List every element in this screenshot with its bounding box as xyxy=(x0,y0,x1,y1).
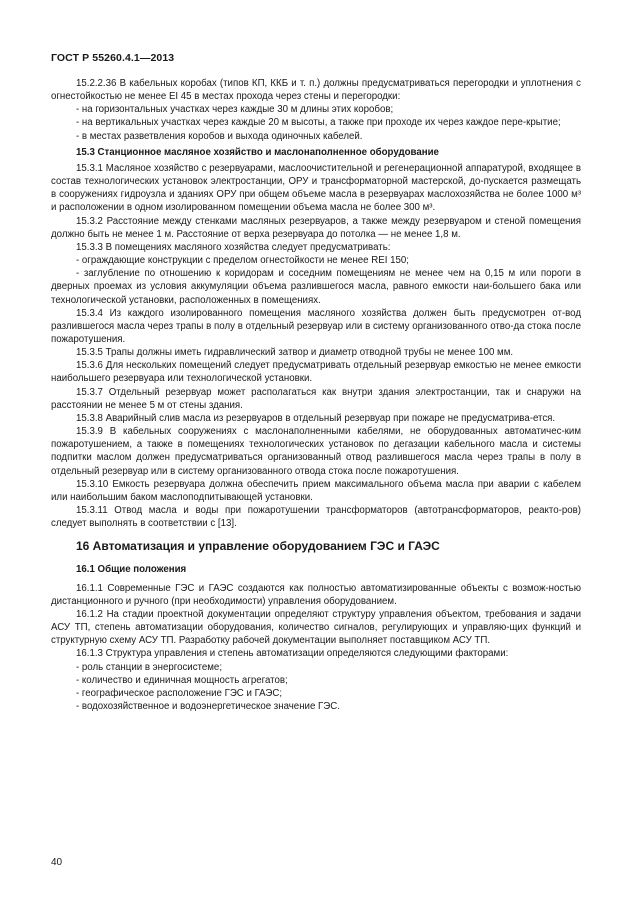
list-item: - географическое расположение ГЭС и ГАЭС; xyxy=(76,687,283,699)
list-item: - количество и единичная мощность агрегатов; xyxy=(76,674,288,686)
paragraph: 15.3.3 В помещениях масляного хозяйства следует предусматривать: xyxy=(76,241,391,253)
paragraph: 15.3.9 В кабельных сооружениях с маслонаполненными кабелями, не оборудованных автоматичес-ким пожаротушением, а также в помещениях технологических установок по дегазации кабельного масла и системы подпитки маслом должен предусматриваться организованный отвод разлившегося масла через трапы в полу в отдельный резервуар или в систему организованного отвода стока после пожаротушения. xyxy=(51,426,581,477)
page-number: 40 xyxy=(51,857,63,868)
list-item: - на вертикальных участках через каждые 20 м высоты, а также при проходе их через каждое пере-крытие; xyxy=(76,117,561,129)
paragraph: 16.1.1 Современные ГЭС и ГАЭС создаются как полностью автоматизированные объекты с возмож-ностью дистанционного и ручного (при необходимости) управления оборудованием. xyxy=(51,582,581,607)
paragraph: 15.3.5 Трапы должны иметь гидравлический затвор и диаметр отводной трубы не менее 100 мм. xyxy=(76,347,514,359)
subsection-heading: 15.3 Станционное масляное хозяйство и маслонаполненное оборудование xyxy=(76,146,439,158)
paragraph: 15.3.8 Аварийный слив масла из резервуаров в отдельный резервуар при пожаре не предусматрива-ется. xyxy=(76,412,556,424)
list-item: - заглубление по отношению к коридорам и соседним помещениям не менее чем на 0,15 м или пороги в дверных проемах из условия аккумуляции объема разлившегося масла, равного емкости наи-большего бака или технологической установки, расположенных в помещениях. xyxy=(51,268,581,306)
document-body xyxy=(51,77,581,713)
paragraph: 16.1.3 Структура управления и степень автоматизации определяются следующими факторами: xyxy=(76,648,509,660)
paragraph: 15.2.2.36 В кабельных коробах (типов КП, ККБ и т. п.) должны предусматриваться перегородки и уплотнения с огнестойкостью не менее EI 45 в местах прохода через стены и перегородки: xyxy=(51,78,581,103)
list-item: - в местах разветвления коробов и выхода одиночных кабелей. xyxy=(76,130,363,142)
list-item: - роль станции в энергосистеме; xyxy=(76,661,223,673)
subsection-heading: 16.1 Общие положения xyxy=(76,564,187,576)
document-header: ГОСТ Р 55260.4.1—2013 xyxy=(51,52,175,64)
paragraph: 15.3.2 Расстояние между стенками масляных резервуаров, а также между резервуаром и стеной помещения должно быть не менее 1 м. Расстояние от верха резервуара до потолка — не менее 1,8 м. xyxy=(51,215,581,240)
paragraph: 15.3.1 Масляное хозяйство с резервуарами, маслоочистительной и регенерационной аппаратурой, входящее в состав технологических установок электростанции, ОРУ и трансформаторной мастерской, до-пускается размещать в сооружениях гидроузла и зданиях ОРУ при общем объеме масла в резервуарах маслохозяйства не более 1000 м³ и расположении в одном изолированном помещении объема масла не более 300 м³. xyxy=(51,162,581,214)
paragraph: 15.3.7 Отдельный резервуар может располагаться как внутри здания электростанции, так и снаружи на расстоянии не менее 5 м от стены здания. xyxy=(51,386,581,411)
list-item: - водохозяйственное и водоэнергетическое значение ГЭС. xyxy=(76,701,340,713)
paragraph: 15.3.11 Отвод масла и воды при пожаротушении трансформаторов (автотрансформаторов, реакто-ров) следует выполнять в соответствии с [13]. xyxy=(51,505,581,530)
list-item: - на горизонтальных участках через каждые 30 м длины этих коробов; xyxy=(76,104,394,116)
paragraph: 15.3.6 Для нескольких помещений следует предусматривать отдельный резервуар емкостью не менее емкости наибольшего резервуара или технологической установки. xyxy=(51,360,581,385)
paragraph: 15.3.4 Из каждого изолированного помещения масляного хозяйства должен быть предусмотрен от-вод разлившегося масла через трапы в полу в отдельный резервуар или в систему организованного отво-да стока после пожаротушения. xyxy=(51,307,581,345)
list-item: - ограждающие конструкции с пределом огнестойкости не менее REI 150; xyxy=(76,255,409,267)
paragraph: 15.3.10 Емкость резервуара должна обеспечить прием максимального объема масла при аварии с кабелем или наибольшим баком маслоподпитывающей установки. xyxy=(51,478,581,503)
paragraph: 16.1.2 На стадии проектной документации определяют структуру управления объектом, требования и задачи АСУ ТП, степень автоматизации оборудования, количество сигналов, регулирующих и управляю-щих функций и структурную схему АСУ ТП. Разработку рабочей документации выполняет поставщиком АСУ ТП. xyxy=(51,608,581,647)
section-heading: 16 Автоматизация и управление оборудованием ГЭС и ГАЭС xyxy=(76,539,440,554)
